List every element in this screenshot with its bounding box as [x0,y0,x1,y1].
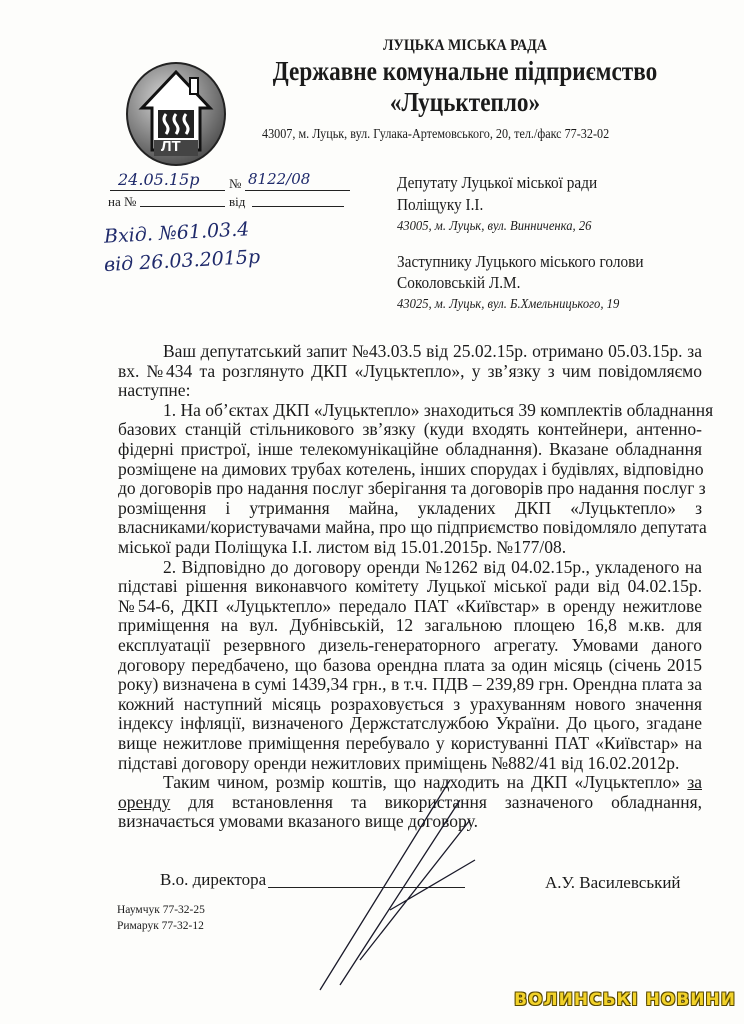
body-line [118,517,707,538]
recipient-2-address: 43025, м. Луцьк, вул. Б.Хмельницького, 19 [397,297,620,312]
body-line [118,577,702,596]
body-line [118,675,702,694]
body-line [118,734,702,753]
body-line [118,362,702,381]
body-line [118,656,702,675]
line-text: підставі договору оренди нежитлових приміщень №882/41 від 16.02.2012р. [118,752,680,773]
body-line [118,420,702,439]
line-text: року) визначена в сумі 1439,34 грн., в т.ч. ПДВ – 239,89 грн. Орендна плата за [118,674,702,695]
reply-from-label: від [229,194,246,209]
outgoing-number: 8122/08 [248,170,311,188]
outgoing-date: 24.05.15р [118,170,200,189]
line-text: Таким чином, розмір коштів, що надходить на ДКП «Луцьктепло» [163,772,688,793]
line-text: розміщене на димових трубах котелень, інших спорудах і будівлях, відповідно [118,458,704,479]
line-text: 1. На об’єктах ДКП «Луцьктепло» знаходиться 39 комплектів обладнання [163,399,714,420]
body-line [118,478,706,499]
recipient-1-name: Поліщуку І.І. [397,195,484,214]
line-text: визначається умовами вказаного вище договору. [118,811,478,832]
body-line [163,558,702,577]
body-line [163,399,714,420]
line-text: 2. Відповідно до договору оренди №1262 від 04.02.15р., укладеного на [163,556,702,577]
body-line [118,636,702,655]
line-text: міської ради Поліщука І.І. листом від 15.01.2015р. №177/08. [118,537,567,557]
handwritten-signature [300,760,500,1000]
line-text: договору передбачено, що базова орендна плата за один місяць (січень 2015 [118,654,702,675]
line-text: Ваш депутатський запит №43.03.5 від 25.02.15р. отримано 05.03.15р. за [163,341,702,361]
number-label: № [229,176,242,191]
enterprise-type: Державне комунальне підприємство [272,56,658,86]
recipient-1-title: Депутату Луцької міської ради [397,173,598,192]
logo-text: ЛТ [161,138,181,155]
incoming-stamp-line2: від 26.03.2015р [103,245,261,277]
recipient-1-address: 43005, м. Луцьк, вул. Винниченка, 26 [397,219,592,234]
line-text: до договорів про надання послуг зберігання та договорів про надання послуг з [118,478,706,499]
body-line [118,597,702,616]
line-text: фідерні пристрої, інше телекомунікаційне обладнання). Вказане обладнання [118,439,702,459]
line-text: приміщення на вул. Дубнівській, 12 загальною площею 16,8 м.кв. для [118,615,702,636]
watermark: ВОЛИНСЬКІ НОВИНИ [514,990,736,1010]
recipient-2-title: Заступнику Луцького міського голови [397,252,644,271]
body-line [118,440,702,459]
line-text: власниками/користувачами майна, про що підприємство повідомляло депутата [118,517,707,538]
line-text: №54-6, ДКП «Луцьктепло» передало ПАТ «Київстар» в оренду нежитлове [118,595,702,616]
line-text: експлуатації резервного дизель-генераторного агрегату. Умовами даного [118,635,702,655]
body-line [118,499,702,518]
incoming-stamp-line1: Вхід. №61.03.4 [103,218,250,248]
contact-2: Римарук 77-32-12 [117,920,204,932]
line-text: розміщення і утримання майна, укладених ДКП «Луцьктепло» з [118,497,702,518]
enterprise-name: «Луцьктепло» [389,87,541,117]
line-text: базових станцій стільникового зв’язку (куди входять контейнери, антенно- [118,419,702,440]
line-text: для встановлення та використання зазначеного обладнання, [170,791,702,812]
body-line [118,695,702,714]
recipient-2-name: Соколовській Л.М. [397,273,521,292]
line-text: кожний наступний місяць розраховується з урахуванням нового значення [118,693,702,714]
line-text: вище нежитлове приміщення перебувало у користуванні ПАТ «Київстар» на [118,733,702,753]
line-text: індексу інфляції, визначеного Держстатслужбою України. До цього, згадане [118,713,702,734]
body-line [163,342,702,361]
body-line [118,714,702,733]
signatory-position: В.о. директора [160,870,267,889]
line-text: вх. №434 та розглянуто ДКП «Луцьктепло», у зв’язку з чим повідомляємо [118,360,702,381]
company-address: 43007, м. Луцьк, вул. Гулака-Артемовського, 20, тел./факс 77-32-02 [262,126,610,141]
signatory-name: А.У. Василевський [545,873,681,892]
underlined-text: оренду [118,791,171,812]
body-line [118,381,702,400]
body-line [118,616,702,635]
contact-1: Наумчук 77-32-25 [117,904,205,916]
reply-number-label: на № [108,194,137,209]
line-text: наступне: [118,380,191,401]
body-line [118,538,702,557]
council-name: ЛУЦЬКА МІСЬКА РАДА [383,37,547,54]
body-line [118,460,702,479]
line-text: підставі рішення виконавчого комітету Луцької міської ради від 04.02.15р. [118,576,702,597]
underlined-text: за [687,772,702,793]
